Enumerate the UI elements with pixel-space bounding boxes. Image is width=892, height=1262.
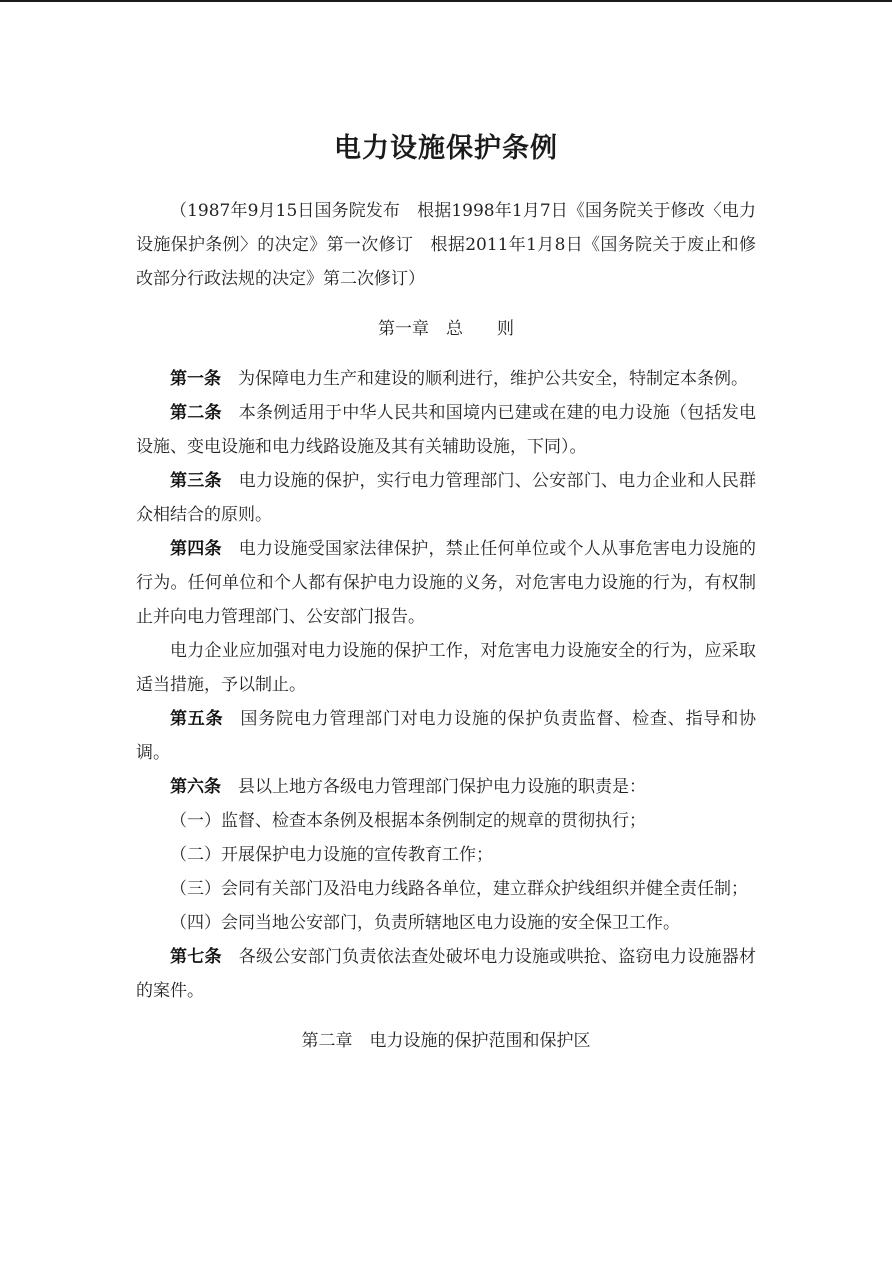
article-6 [136,770,756,804]
article-2 [136,396,756,464]
article-6-item-3: （三）会同有关部门及沿电力线路各单位，建立群众护线组织并健全责任制； [170,879,748,899]
article-3 [136,464,756,532]
article-number: 第五条 [170,709,224,729]
article-6-item-2: （二）开展保护电力设施的宣传教育工作； [170,845,493,865]
article-text: 为保障电力生产和建设的顺利进行，维护公共安全，特制定本条例。 [238,369,748,389]
article-7 [136,940,756,1008]
top-border-line [0,0,892,2]
article-number: 第四条 [170,539,222,559]
revision-note: （1987年9月15日国务院发布 根据1998年1月7日《国务院关于修改〈电力设施保护条例〉的决定》第一次修订 根据2011年1月8日《国务院关于废止和修改部分行政法规的决定》第二次修订） [136,201,756,289]
article-text: 各级公安部门负责依法查处破坏电力设施或哄抢、盗窃电力设施器材的案件。 [136,947,756,1001]
article-text: 电力设施受国家法律保护，禁止任何单位或个人从事危害电力设施的行为。任何单位和个人都有保护电力设施的义务，对危害电力设施的行为，有权制止并向电力管理部门、公安部门报告。 [136,539,756,627]
article-number: 第一条 [170,369,221,389]
article-6-item-1: （一）监督、检查本条例及根据本条例制定的规章的贯彻执行； [170,811,646,831]
article-4 [136,532,756,634]
article-text: 电力设施的保护，实行电力管理部门、公安部门、电力企业和人民群众相结合的原则。 [136,471,756,525]
article-5 [136,702,756,770]
article-text: 国务院电力管理部门对电力设施的保护负责监督、检查、指导和协调。 [136,709,757,763]
article-number: 第七条 [170,947,222,967]
article-text: 本条例适用于中华人民共和国境内已建或在建的电力设施（包括发电设施、变电设施和电力线路设施及其有关辅助设施，下同）。 [136,403,756,457]
article-4-paragraph-2: 电力企业应加强对电力设施的保护工作，对危害电力设施安全的行为，应采取适当措施，予以制止。 [136,641,756,695]
article-number: 第六条 [170,777,221,797]
article-1 [136,362,756,396]
article-text: 县以上地方各级电力管理部门保护电力设施的职责是： [238,777,646,797]
article-6-item-4: （四）会同当地公安部门，负责所辖地区电力设施的安全保卫工作。 [170,913,680,933]
document-title: 电力设施保护条例 [334,133,558,164]
chapter-heading-1: 第一章 总 则 [378,319,514,339]
article-number: 第二条 [170,403,222,423]
document-page [136,128,756,1074]
chapter-heading-2: 第二章 电力设施的保护范围和保护区 [301,1031,591,1051]
article-number: 第三条 [170,471,222,491]
